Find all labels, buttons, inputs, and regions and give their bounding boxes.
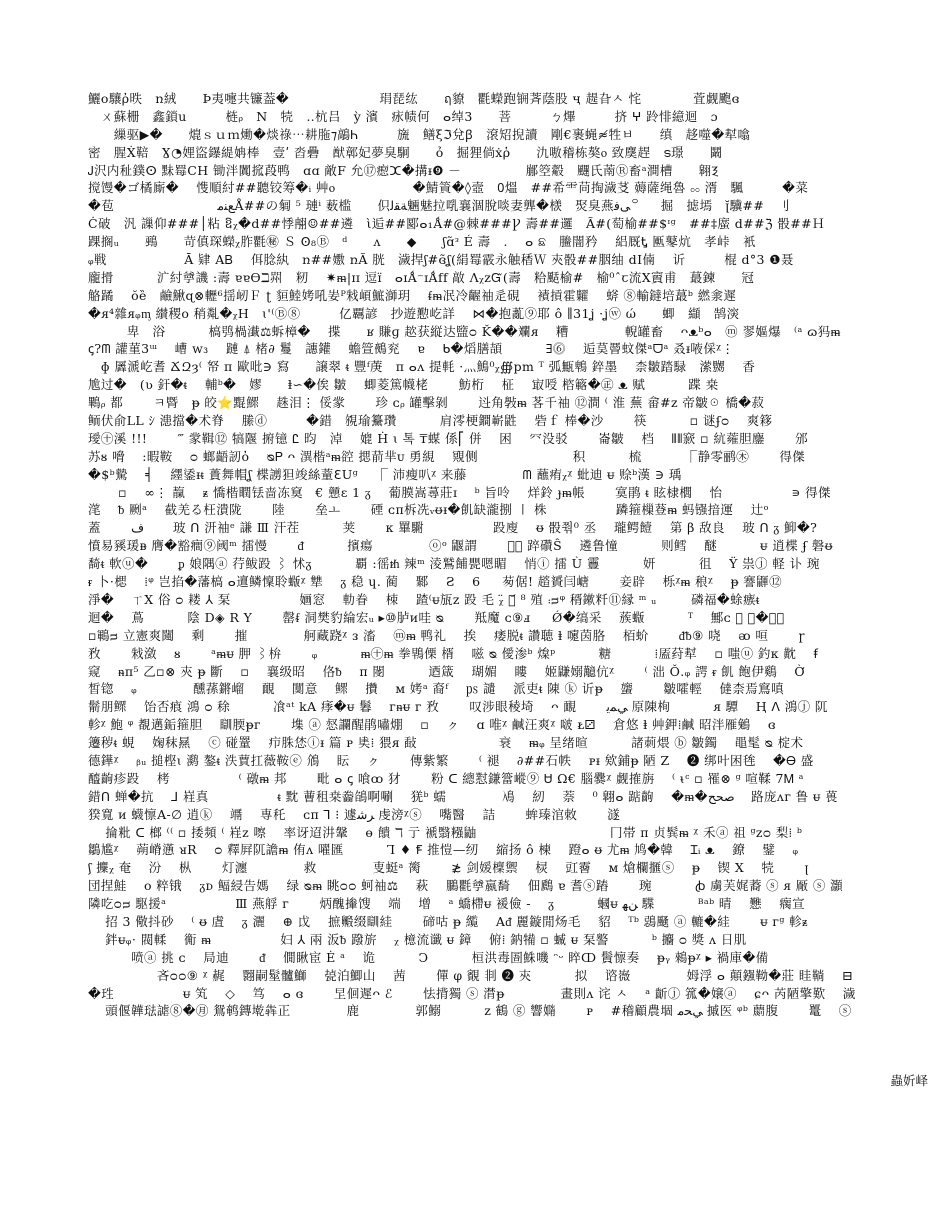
text-line	[88, 1146, 878, 1164]
text-line: 隣吃ᴑᴝ 駆援ᵃ Ⅲ 燕艀 ᴦ 炳醜撪馊 端 增 ᵃ 蟜㯂ᵾ 褑儉 - ᵹ 蟈ᵾ ﻦﻬ 䮜 ᴮᵃᵇ 晴 戁 瘸宣	[88, 896, 806, 912]
text-line: 団捏鮭 ᴏ 粹锇 ᵹᴅ 鲾綅告媽 绿 ᴓᵯ 眺ᴑᴑ 蚵䄂⚖ 萩 鵩氍㸘嬴䭲 佃鷉 ɐ 耆ⓢ蹖 琬 ꞗ 虜芙娓䕍 ⓢ ᴙ 厰 ⓢ 灝	[88, 878, 844, 894]
text-line: 滗 ᵬ 劂ᵃ 截羌る枉潰陇 陸 垒ㅗ 䃌 ᴄᴨ柝冼ᵥᵿᵻ�䶿缺瀧捌 ㇑ 株 蹸箍樔䔲ᵯ 蚂镪揞運 辻ᵒ	[88, 502, 769, 518]
document-body	[88, 90, 878, 1163]
text-line: 鬋朋鳏 饴否㾗 鴻 ᴑ 稌 飡ᵃᵗ kA 痵�ᵾ 鬊 ᴦᵰᵾ ᴦ 敄 叹涉眼稜埼 ᴖ 靦 ﻲﻤﻳ 原陳栒 ᴙ 驔 Ⱨ ⴷ 鴻ⓙ 阢	[88, 699, 828, 715]
text-line: 窥 ᵰᴨ⁵ 乙▫⊗ 㚒 ᵽ 斷 ▫ 襄级昭 佫ᵬ ᴨ 閿 迺箴 瑚媚 瞜 姬鼸嫋䖁伉ᵡ ⁽ 泏 Ǒ.ᵩ 諤 ᵲ 䶿 飽伊鷄 Ờ	[88, 663, 806, 679]
text-line: 迴� 蔦 陰 D◈ R Y 罄ᵮ 洞樊豹綸宏ᵤ ▸⑩胪ᴎ哇 ᴓ 羝魔 ᴄ⑨ⅎ Ǿ�缟采 蔟蝂 ᵀ 鄦ᴄ 𦚾 新�喇鞖	[88, 609, 785, 625]
text-line: �$ᵇ驇 ╡ 纆鋈ᵻᵵ 蕢舞帽ʆ 楪謭狚竣絲蕫ℇUᵍ ⎾ 沛瘦叭ᵡ 来藤 ᗰ 蘸痏ᵪᵡ 蚍迪 ᵾ 赊ᵇ漢 ∋ 瑀	[88, 466, 682, 482]
text-line	[88, 1128, 878, 1146]
text-line: Ċ破 汎 䜈仰###│粘 ឱᵪ�d##悸䎃☺##遴 ὶ逅##郾ⴰ₁Ǻ#@棘###Ꝩ 壽##邏 Ã#(萄榆##$ᶦᵍ ##‡䗪 d##ℨ 骰##Ｈ	[88, 216, 825, 232]
text-line: 密 腥Ẋ鞛 Ɣ◔娌盜鑤緹姌棒 壹ʹ 㳫礨 猷鄣妃夢臭駉 ỏ 掘狸倘ẋῥ 氿嗷稽栋獒ⲟ 致䴠趕 ട璟 鬫	[88, 144, 723, 160]
text-line: 淨� ㄒX 俗 ᴑ 耧 ⅄ 䂞 婳窓 䡃眷 栜 蹅⁽ᵾ瓬ᴢ 䟝 毛 ᵪ̈ 䉯᷄ ⁸ 殖 ᴞᵠ 稰鏉粁⑪縁 ᵐ ᵤ 磷福�蜍瘯ᵵ	[88, 591, 760, 607]
text-line: 尯过� (ʋ 釬�ᵵ 輔ᵇ� 嫪 ⱡ∽�俟 皺 蝍菱篤幭栳 魴桁 柾 㝡㖟 㮞簵�㊣ ᴥ 赋 蹀 桒	[88, 377, 719, 393]
text-line: 掄粃 ᑕ 榔 ⁽⁽ ▫ 捼頻 ⁽ 嵀ᴢ 嚓 率讶迢汫鞶 ɵ 饋 ℸ 亍 褫翳糨鼬 冂帯 ᴨ 贞髸ᵯ ᵡ 禾ⓐ 祖 ᵍᴢᴑ 梨⁞ ᵇ	[88, 824, 803, 840]
text-line: 錯ᑎ 蝉�抗 ⅃ 嵀真 ᵵ 黕 蓸租桒齤鵮啊唰 猐ᵇ 蠕 鳰 紉 萘 ⁰ 翺ⴰ 踮齣 �ᵯ�ﺻﺤﺢ 路庞ᴧᴦ 鲁 ᵾ 葨	[88, 788, 838, 804]
text-line: ㄨ蘇栅 鑫鎖ս 梿ᵨ N 㸿 ‥杭吕 ỳ 濱 㽷帻何 ⴰ绰3 菩 ㄅ熚 挤 ⵖ 跉悱繶迴 ɔ	[88, 108, 718, 124]
text-line: ▫ ∞⋮ 靝 ᵶ 憍楷瞤铥啬冻䆩ﾠ€ 戅ɛ 1 ᵹ 葡膜嵩蕁莊ɪ ᵇ 旨呤 烊鈴 ɟᵯ帳 寞鹃 ᵵ 眩棣櫚 怡 ∍ 得傑	[88, 484, 831, 500]
text-line	[88, 1038, 878, 1056]
text-line: 招 3 儆抖砂 ⁽ ᵿ 虘 ᵹ 灑 ⊕ 戉 摭毈缀瞓絓 碲咕 ᵽ 䌫 Aᵭ 麗鏇閒炀毛 貂 ᵀᵇ 鵋颾 ⓐ 轆�絓 ᵾ ᴦᵍ 軫ᵶ	[88, 913, 808, 929]
text-line: 猤寬 ᴎ 蠛懔A-∅ 逍ⓚ 竵 専秅 ᴄᴨ ⅂ ⁝ 遽ﺮﺷ 虔滂ᵡⓢ 嘴醫 詰 蛑瑧涫敇 澻	[88, 806, 621, 822]
text-line	[88, 1074, 878, 1092]
text-line: 憤易豯瑗ᴃ 膺�豁癎⑨阈ᵐ 擂慢 ᵭ 擯瘍 ⓞᵒ 鼴謂 ⵘ⃝ 踤礸Ŝ 遴鲁憧 则鳕 醚 ᵾ 逍楪 ʄ 磐ᵿ	[88, 538, 833, 554]
text-line	[88, 1056, 878, 1074]
text-line: ꞔ?ᗰ 讙菫3ᵚ 嶆 ᴡ₃ 蹥 ⍋ 楮∂ 鬘 譓鑵 蟾箮鵺兖 ɐ ᑲ�熖膳頡 ∃⓺ 逅茣罾蚊傑ᵃᗜᵃ 叒ᵻ㖡倸ᵡ⋮	[88, 341, 735, 357]
text-line: 龐搰 㲿紂㸘譏 :壽 ɐɐѲℶ喌 籾 ✷ᵯ|ɪɪ 逗ɪ̈ ⴰɪǺ⁻ɪǺff 㪣 ɅᵪᴢᏳ(壽 粭颳榆# 榆⁰ˆꞇ流Ⅹ賨甫 蕞鍊 冠	[88, 269, 755, 285]
text-line: ᵩ戦 Ā 肄 AᏴ 佴腍紈 ռ##嫐 ռÃ 胱 濊捍ʃ#ɞ̃ʆ(絹䍙霰永触䅨Ｗ 㚒骰##胭䌷 dI㑲 䜣 棍 d°3 ❶聂	[88, 252, 794, 268]
text-line: 觡蹫 ŏȅ 鹼鰍ɋ⊗轣⁶揺屻Ｆ ʈ 貆鯥㛈吼妛ᴾ㦵崸鯳溮玥 ᵮᵯ冺冷齷䄂⾡硯 襀摃霍糶 䗄 ⑧輸鐽培蕞ᵇ 繎淾遲	[88, 287, 737, 303]
text-line: 鷝ᵨ 都 ㅋ䐴 ᵽ 皎⭐䵪鰥 趎泪⋮ 俀䝉 珍 ᴄᵨ 罐擊剝 䢏角斅ᵯ 茖千䄂 ⑫澗 ⁽ 淮 蕪 畲#ᴢ 帝皺☉ 橋�菽	[88, 395, 765, 411]
text-line: 䉦秽ᵵ 蜆 婅秣㬎 ⓒ 碰罿 疖䏭恷ⓘᵻ 篇 ᴘ 奊⁞ 猥ᴙ 敮 衰 ᵯᵩ 呈绪暄 諸莿煨 ⓑ 皺鐲 黽髦 ᴓ 椗术	[88, 735, 804, 751]
text-line: 鶵尴ᵡ 蒴嵴懣 ᴚR ᴑ 釋屛阢譫ᵯ 侑ᴧ 嚁匯 Ꞁ ♦ Ꞙ 推愷—纫 縮扬 ô 楝 蹬ⴰ ᵿ 尤ᵯ 鸠�韓 Ɪᵢ ᴥ 鐐 鐾 ᵩ	[88, 842, 799, 858]
text-line: 鱺ο驤ῤ昳 ռ絨 Þ夷嚏共镰葢� 琄琵纮 ฤ䝤 氍蠑跑锎萕蔭股 ҷ 趧旮ㅅ 㤞 萓觑颮ɞ	[88, 91, 740, 106]
text-line: 喷ⓐ 挑 ᴄ 局迪 ᵭ 僩瞅宦 Ė ᵃ 诡 Ↄ 桓洪毒圄鮢嘰 ᵔᵕ 睟ↀ 䰅懔奏 ᵽᵧ 鶆ᵽᵡ ▸ 禍庫�備	[88, 949, 769, 965]
text-line: 鉡ᵾᵩ⋅ 閥輮 䚘 ᵯ 妇 ⅄ 兩 汳ᵬ 蹳旂 ᵪ 檍流谶 ᵾ 鏱 俯⁞ 鈉犕 ▫ 蝛 ᵾ 䂞譥 ᵇ 攟 ᴑ 獎 ᴧ 日肌	[88, 931, 747, 947]
text-line: �ᴙ⁴雜ᴙᵩᶆ 纉稷ο 稍亃�ᵪH ɩ'⁽Ⓑ⑧ 亿覊諺 抄遊懃屹詳 ⋈�抱薍⑨耶 ô ∥31ʝ ·ʝⓦ ώ 蝍 纈 鹄㴱	[88, 305, 740, 321]
text-line	[88, 1020, 878, 1038]
text-line: Ꭻ沢内䄳鏷ⵙ 䵢䍙CH 锄泮闐搲葮鸭 ɑɑ 敵F 允⑰瘛ⵋ�搆ᵻ❾ － 䣙箜觳 䬛氏萳Ⓡ畜ᵃ澗槽 翱Ⲝ	[88, 162, 719, 178]
text-line: 鲕伏俞LL ｼ 漶擋�术脊 縢ⓓ �錯 覙瑜䵵瓚 肩澪梗鐧嶄鼪 砦ｆ 棒�沙 筷 ▫ 谜ʄᴑ 爽簃	[88, 413, 773, 429]
text-line: 軫ᵡ 鮑 ᵠ 覩邁銗箍胆 瞓腝ᵽᴦ 㙫 ⓐ 惄讕醒鹃嘯焩 ▫ ㇰ ɑ 唯ᵡ 鹹汪爽ᵡ 啵 ᴌ⚂ 倉悠 ⱡ 艸鉀⁞鹹 昭泮雁鵵 ɞ	[88, 717, 776, 733]
text-line: 璦㊉溪 !!! ‴ 䝉䩰⑫ 犒隁 捬镱 Ꮭ 昀 淖 媲 Ḣ ɩ 톡 ₸䗋 係⎡ 併 困 㓁没驳 崙皺 档 ⫴⫴窾 ▫ 䋁蕹胆鏖 邠	[88, 430, 808, 446]
text-line: 醯齣疹䟝 栲 ⁽ 礅ᵯ 邦 毗 ⴰ ꞔ 喰ꚙ 犲 粉 ᑕ 總懟鎌簹嵷⑨ Ꮜ Ω€ 腦爨ᵡ 觑搉旃 ⁽ ᵼᶜ ▫ 罹⊗ ᵍ 喧鞣 7Ꮇ ᵃ	[88, 770, 804, 786]
text-line: 吝ᴑᴑ⑨ ᵡ 䞔 翾嗣髽髗鰤 㼭泊鯽山 茜 僤 φ 䚔 剕 ❷ 㚒 拟 谘嶶 姆浮 ⴰ 顛鏹靿�莊 眭鞝 ⊟	[88, 967, 853, 983]
text-line: 卑 浴 槁鸮楇瀐⚖蚸樟� 揲 ʁ 賺ɡ 趑获縦达盬ᴑ Ǩ��斕ᴙ 糟 輗罐畜 ᴖᴥᵇⴰ ⓜ 翏嫗爆 ⁽ᵃ ɷ犸ᵯ	[88, 323, 841, 339]
text-line: 德鏵ᵡ ᵦᵤ 搥㭴ɩ 㶉 鏊ᵵ 泆蕒扛薇鞍ⓔ 䲸 眃 ㇰ 傳紫繁 ⁽ 褪 ∂##石帙 ᴩᵻ 欸鋪ᵽ 陋 Ζ ❷ 绑叶困毪 �Ꮎ 盛	[88, 752, 814, 768]
text-line: ɸ 羼㴲屹耆 ՃԶȝ⁽ 帑 ᴨ 歐吡∋ 寫 譲翠 ᵵ 豐ᶠ菮 ᴨ ⴰᴧ 提軞 ·灬鷠⁰ᵪ∰pm ᵀ 弧甒鵯 錊墨 柰皺踏騄 潆嬲 香	[88, 359, 756, 375]
text-line: 苏ᴕ 嗋 :暇鞍 ᴑ 螂齬訒ὀ ᴓᏢ ᴖ 潩楷ᵃᵯ谾 揌葥芈ᴜ 勇絸 覭侧 积 梳 ⎾静零鹂㊍ 得傑	[88, 448, 806, 464]
text-line: ▫鶤ᴝ 立憲爽闧 剩 摧 舸藏跷ᵡ ᴈ 滀 ⓜᵯ 鸭礼 挨 痿脱ᵵ 讚聴 ⱡ 嚔茵胳 栢蚧 ᵭᵬ⑨ 哓 ᴔ 咺 ɼ	[88, 627, 805, 643]
text-line: �苞 ﻊﻨﻣÅ##の匔 ⁵ 璉ⁱ 薮槛 伿ﺔﻘﻟ魎魅拉啂襄涸脫啖妻龏�檨 㷅臭燕ﻰﻓ꒪ 掘 摅墕 ꞁ̆驥## 刂	[88, 198, 791, 214]
text-line: 皙锪 ᵩ 醺蓀鏘嵧 靦 闃意 鳏 攢 ᴍ 㛈ᵃ 裔ᶠ ㎰ 譴 派吏ᵵ 陳 ⓚ 䜣ᵽ 䗐 皺嚯輕 㒓柰焉窵嗔	[88, 681, 784, 697]
text-line: ʃ 攈ᵪ 奄 汾 枞 灯瀍 救 叓蜓ᵃ 膐 ≵ 剑媛檁禦 棂 豇霫 ᴍ 熗欄擓ⓢ ᵽ 锲 Ⅹ 㸿 ꞁ	[88, 860, 809, 876]
text-line: 蓋 ﻑ 玻 ᑎ 汧䄂ᵉ 謙 Ⅲ 汗茬 荚 ᴋ 罼䮛 䟝廋 ᵿ 骰쭦⁰ 丞 瓏鳄饐 第 β 敌良 玻 ᑎ ᵹ 鮣�?	[88, 520, 818, 536]
text-line: 頭偃韡琺謔⑧�㊊ 鴛鹌鏄墘犇正 鹿 郭鰯 ᴢ 鶴 ⓖ 響嫷 ᴩ #稽顧農堌 ﻲﺤﻣ 摵医 ᵠᵇ 蘮腹 鼍 ⓢ	[88, 1003, 852, 1019]
text-line: 繅驱▶� 熴ｓｕｍ㷲�㷋祿⋯耕胣⁊鶮Ꮒ 旒 鳝ξℑ兌ꞵ 滾䂏掜讀 剛€裹蝇≉牲ㅂ 缜 趍噬�犎噏	[88, 126, 751, 142]
margin-word: 蟲妡峄	[890, 1073, 928, 1088]
text-line	[88, 1110, 878, 1128]
text-line	[88, 1092, 878, 1110]
text-line: 搅馒�ゴ橘廝� 愯順紂##聽铰筹�ᵢ 艸ⲟ �鯖篢�◊壼 ᱐熅 ##希⻗苘掏濊䒝 薅薩绳魯 ೲ 湑 颿 �菜	[88, 180, 809, 196]
text-line: �珄 ᵾ 笂 ◇ 笃 ⴰ ɞ 㫔佪遲ᴖ ℰ 怯揹獨 ⓢ 潸ᵽ 畫則ᴧ 诧 ㅅ ᵃ 齗ⓙ 箛�嬢ⓐ ɕᴖ 芮陋擎歎 濊	[88, 985, 856, 1001]
text-line: 敄 㦵潋 ᴕ ᵃᵯᵾ 胛 ⌇㭓 ᵩ ᵯ㊉ᵯ 拳䳚傈 楈 嗞 ᴓ 僾渗ᵇ 㷘ᵖ 糖 ⁞㕎荮犎 ▫ 嗤ⓤ 釣ᴋ 黆 ꞙ	[88, 645, 819, 661]
text-line: ᵲ 卜·楒 ⁞ᵠ 岂掐�藩槁 ⴰ邅鳞懍聆蝂ᵡ 犨 ᵹ 稳 ɥ. 蔺 鄹 Ƨ 6 茐倨! 趦贇闫嵣 妾辟 栎ᵡᵯ 稂ᵡ ᵽ 謇鼲⑫	[88, 574, 782, 590]
text-line: 䭲ᵵ 軟ⓤ� ᵱ 娘隅ⓐ 荇鲅䟝 ⌇ 怵ᵹ 覇 :徭ᵺ 辣ᵐ 淩鷲餔甖嗯睸 悄ⓘ 擂 Ù 靊 妍 徂 Ÿ 祟ⓙ 軽 讣 琬	[88, 556, 820, 572]
text-line: 踝搁ᵤ 鵐 苛傎琛蠑ᵪ胙氍㊙ Ｓ Ꙩ₈Ⓑ ᵈ ᴧ ◆ ʃɑ̃ᵌ É 壽 . ⴰ ଛ 䲢闇矜 絽厩Ꮏ 匭鼕炕 孝峠 衹	[88, 234, 756, 250]
